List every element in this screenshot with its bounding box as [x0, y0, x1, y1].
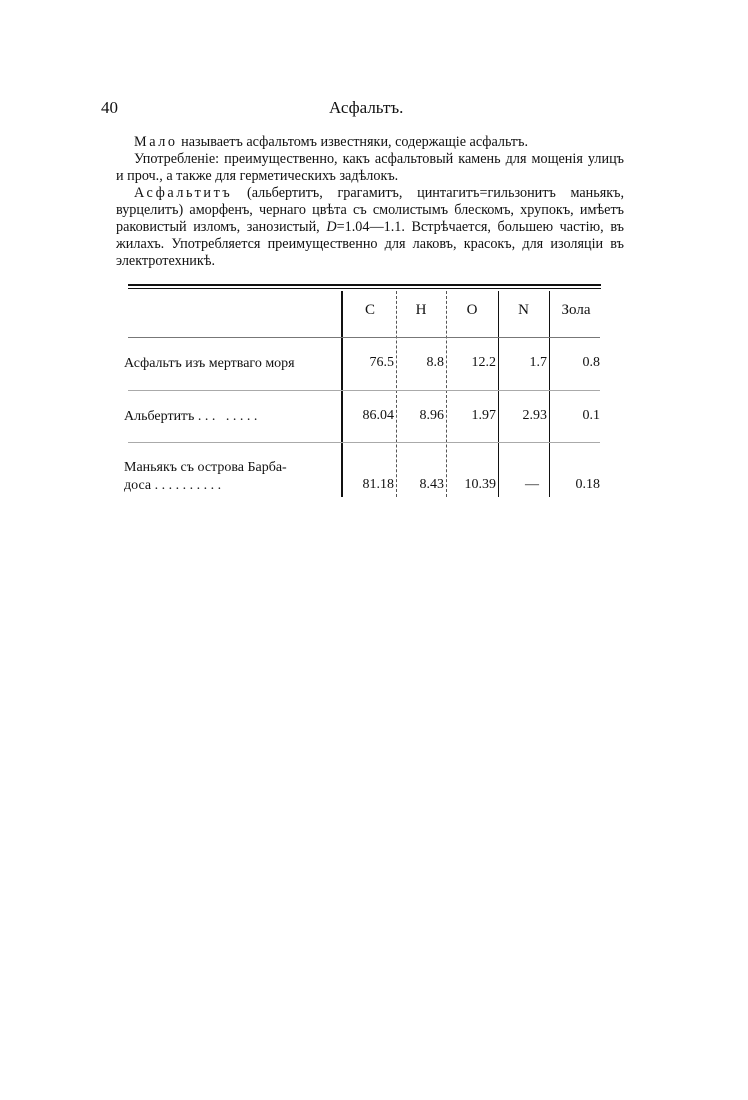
cell-albertite-n: 2.93 [522, 408, 547, 423]
cell-dead-sea-h: 8.8 [426, 355, 444, 370]
paragraph-1-text: называетъ асфальтомъ известняки, содержащiе асфальтъ. [177, 134, 529, 150]
table-divider-h-o [446, 291, 447, 497]
cell-albertite-h: 8.96 [419, 408, 444, 423]
table-top-rule [128, 284, 601, 289]
table-divider-n-ash [549, 291, 550, 497]
table-row-rule-1 [128, 390, 600, 391]
cell-barbados-o: 10.39 [464, 477, 496, 492]
paragraph-2: Употребленiе: преимущественно, какъ асфальтовый камень для мощенiя улицъ и проч., а также для герметическихъ задѣлокъ. [116, 151, 624, 184]
paragraph-3-text-b: =1.04—1.1. Встрѣчается, большею частiю, въ жилахъ. Употребляется преимущественно для лаковъ, красокъ, для изоляцiи въ электротехникѣ. [116, 219, 624, 269]
row-label-barbados-manjak-line2: доса . . . . . . . . . . [124, 478, 222, 493]
column-header-ash: Зола [561, 302, 591, 318]
paragraph-3-text-a: (альбертитъ, грагамитъ, цинтагитъ=гильзонитъ маньякъ, вурцелитъ) аморфенъ, чернаго цвѣта съ смолистымъ блескомъ, хрупокъ, имѣетъ раковистый изломъ, занозистый, [116, 185, 624, 235]
column-header-n: N [518, 302, 529, 318]
cell-barbados-n: — [525, 477, 539, 492]
spaced-term-malo: Мало [134, 134, 178, 150]
paragraph-1 [116, 134, 624, 151]
spaced-term-asphaltite: Асфальтитъ [134, 185, 233, 201]
table-header-rule [128, 337, 600, 338]
cell-dead-sea-c: 76.5 [369, 355, 394, 370]
cell-barbados-c: 81.18 [362, 477, 394, 492]
running-title: Асфальтъ. [329, 98, 404, 117]
row-label-dead-sea-asphalt: Асфальтъ изъ мертваго моря [124, 356, 295, 371]
page-number: 40 [101, 98, 118, 117]
row-label-albertite: Альбертитъ . . . . . . . . [124, 409, 258, 424]
row-label-barbados-manjak-line1: Маньякъ съ острова Барба- [124, 460, 287, 475]
table-row-rule-2 [128, 442, 600, 443]
paragraph-3 [116, 185, 624, 270]
cell-barbados-h: 8.43 [419, 477, 444, 492]
cell-albertite-o: 1.97 [471, 408, 496, 423]
table-divider-o-n [498, 291, 499, 497]
table-divider-c-h [396, 291, 397, 497]
table-divider-label [341, 291, 343, 497]
column-header-c: C [364, 302, 375, 318]
cell-dead-sea-n: 1.7 [529, 355, 547, 370]
cell-albertite-ash: 0.1 [582, 408, 600, 423]
column-header-h: H [415, 302, 427, 318]
column-header-o: O [466, 302, 478, 318]
cell-barbados-ash: 0.18 [575, 477, 600, 492]
cell-dead-sea-ash: 0.8 [582, 355, 600, 370]
body-text [116, 134, 624, 270]
cell-dead-sea-o: 12.2 [471, 355, 496, 370]
cell-albertite-c: 86.04 [362, 408, 394, 423]
density-symbol: D [326, 219, 337, 235]
